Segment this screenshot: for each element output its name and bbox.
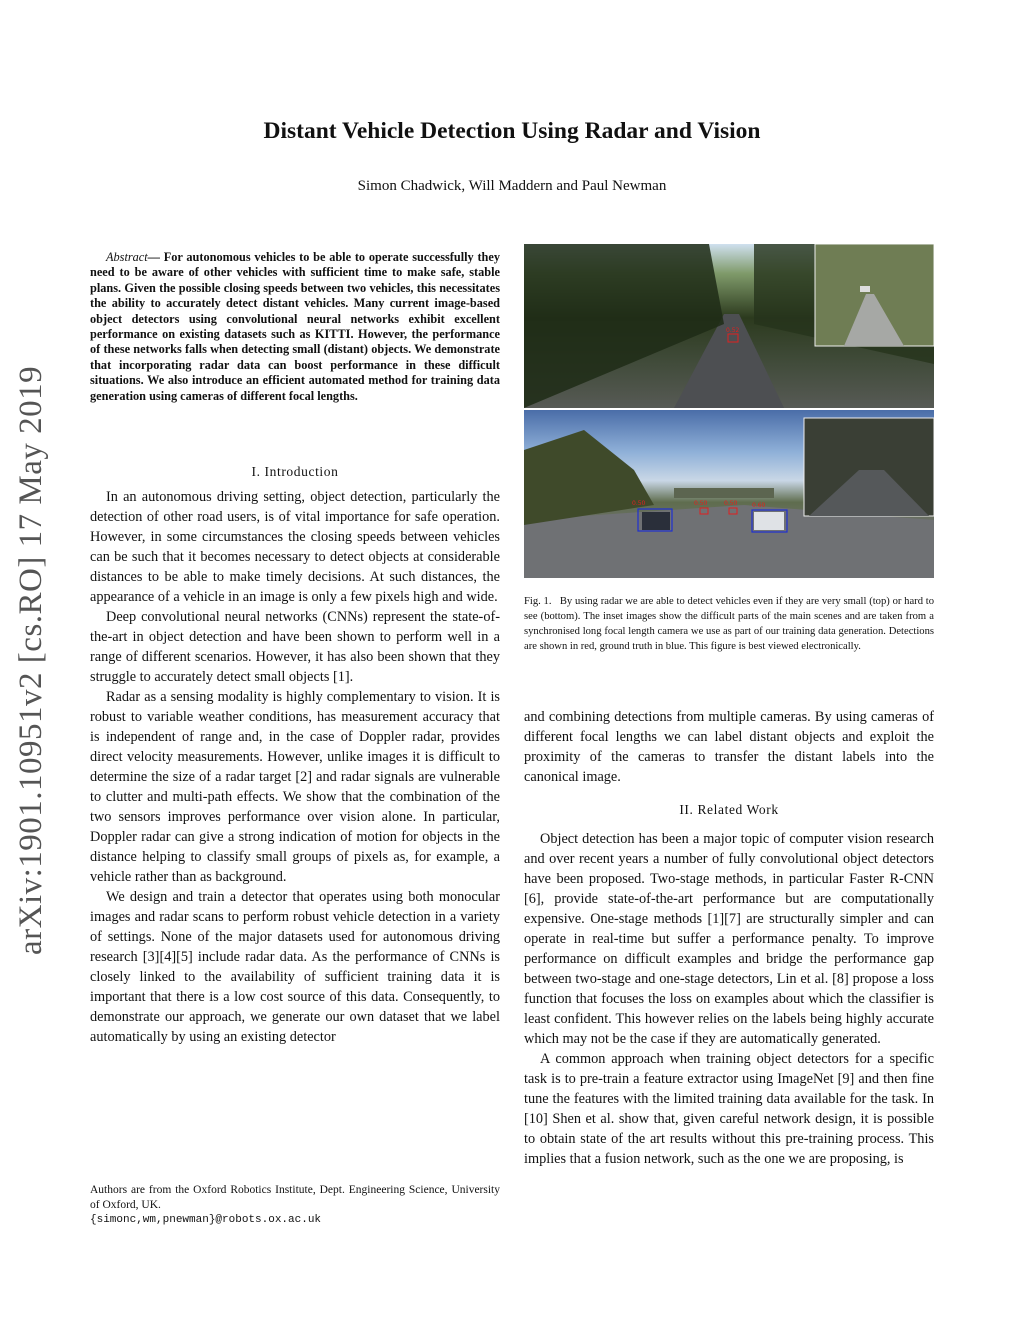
figure-1-bottom-image bbox=[524, 410, 934, 578]
detection-score: 0.60 bbox=[752, 502, 766, 509]
introduction-continuation bbox=[524, 707, 934, 787]
inset-car bbox=[860, 286, 870, 292]
paragraph: Radar as a sensing modality is highly complementary to vision. It is robust to variable weather conditions, has measurement accuracy that is independent of range and, in the case of Doppler radar, provides direct velocity measurements. However, unlike images it is difficult to determine the size of a radar target [2] and radar signals are vulnerable to clutter and multi-path effects. We show that the combination of the two sensors improves performance over vision alone. In particular, Doppler radar can give a strong indication of motion for objects in the distance helping to classify small groups of pixels as, for example, a vehicle rather than as background. bbox=[90, 689, 500, 885]
top-scene-drawing bbox=[524, 244, 934, 408]
paragraph: In an autonomous driving setting, object detection, particularly the detection of other road users, is of vital importance for safe operation. However, in some circumstances the closing speeds between vehicles can be such that it becomes necessary to detect objects at considerable distances to be able to make timely decisions. At such distances, the appearance of a vehicle in an image is only a few pixels high and wide. bbox=[90, 489, 500, 605]
arxiv-identifier: arXiv:1901.10951v2 [cs.RO] 17 May 2019 bbox=[13, 365, 49, 955]
bottom-scene-drawing bbox=[524, 410, 934, 578]
abstract bbox=[90, 250, 500, 404]
car bbox=[642, 512, 670, 530]
left-trees bbox=[524, 430, 654, 525]
section-heading-related-work: II. Related Work bbox=[679, 802, 779, 817]
arxiv-stamp bbox=[10, 300, 56, 960]
abstract-label: Abstract bbox=[106, 250, 148, 264]
caption-text: By using radar we are able to detect vehicles even if they are very small (top) or hard to see (bottom). The inset images show the difficult parts of the main scenes and are taken from a synchronised long focal length camera we use as part of our training data generation. Detections are shown in red, ground truth in blue. This figure is best viewed electronically. bbox=[524, 596, 935, 652]
paragraph: Object detection has been a major topic of computer vision research and over recent years a number of fully convolutional object detectors have been proposed. Two-stage methods, in particular Faster R-CNN [6], provide state-of-the-art performance but are computationally expensive. One-stage methods [1][7] are structurally simpler and can operate in real-time but suffer a performance penalty. To improve performance on difficult examples and bridge the performance gap between two-stage and one-stage detectors, Lin et al. [8] propose a loss function that focuses the loss on examples about which the classifier is least confident. This however relies on the labels being highly accurate which may not be the case if they are automatically generated. bbox=[524, 831, 934, 1047]
caption-label: Fig. 1. bbox=[524, 596, 552, 607]
car bbox=[754, 512, 784, 530]
bridge bbox=[674, 488, 774, 498]
section-heading-introduction: I. Introduction bbox=[251, 464, 339, 479]
figure-1-top-image bbox=[524, 244, 934, 408]
introduction-body bbox=[90, 487, 500, 1047]
author-list: Simon Chadwick, Will Maddern and Paul Newman bbox=[357, 178, 667, 194]
paper-title: Distant Vehicle Detection Using Radar and Vision bbox=[263, 118, 761, 144]
figure-1-caption bbox=[524, 594, 934, 654]
paragraph: and combining detections from multiple cameras. By using cameras of different focal lengths we can label distant objects and exploit the proximity of the cameras to transfer the distant labels into the canonical image. bbox=[524, 709, 934, 785]
detection-score: 0.52 bbox=[726, 327, 740, 334]
paragraph: We design and train a detector that operates using both monocular images and radar scans to perform robust vehicle detection in a variety of settings. None of the major datasets used for autonomous driving research [3][4][5] include radar data. As the performance of CNNs is closely linked to the availability of sufficient training data it is important that there is a low cost source of this data. Consequently, to demonstrate our approach, we generate our own dataset that we label automatically by using an existing detector bbox=[90, 889, 500, 1045]
detection-score: 0.50 bbox=[632, 500, 646, 507]
detection-score: 0.50 bbox=[724, 500, 738, 507]
affiliation-text: Authors are from the Oxford Robotics Institute, Dept. Engineering Science, University of Oxford, UK. bbox=[90, 1184, 500, 1211]
related-work-body bbox=[524, 829, 934, 1169]
paragraph: A common approach when training object detectors for a specific task is to pre-train a feature extractor using ImageNet [9] and then fine tune the features with the limited training data available for the task. In [10] Shen et al. show that, given careful network design, it is possible to obtain state of the art results without this pre-training process. This implies that a fusion network, such as the one we are proposing, is bbox=[524, 1051, 934, 1167]
detection-score: 0.50 bbox=[694, 500, 708, 507]
author-emails: {simonc,wm,pnewman}@robots.ox.ac.uk bbox=[90, 1214, 322, 1226]
author-footnote bbox=[90, 1183, 500, 1228]
abstract-text: — For autonomous vehicles to be able to operate successfully they need to be aware of other vehicles with sufficient time to make safe, stable plans. Given the possible closing speeds between two vehicles, this necessitates the ability to accurately detect distant vehicles. Many current image-based object detectors using convolutional neural networks exhibit excellent performance on existing datasets such as KITTI. However, the performance of these networks falls when detecting small (distant) objects. We demonstrate that incorporating radar data can boost performance in these difficult situations. We also introduce an efficient automated method for training data generation using cameras of different focal lengths. bbox=[90, 250, 500, 403]
paragraph: Deep convolutional neural networks (CNNs) represent the state-of-the-art in object detection and have been shown to perform well in a range of different scenarios. However, it has also been shown that they struggle to accurately detect small objects [1]. bbox=[90, 609, 500, 685]
